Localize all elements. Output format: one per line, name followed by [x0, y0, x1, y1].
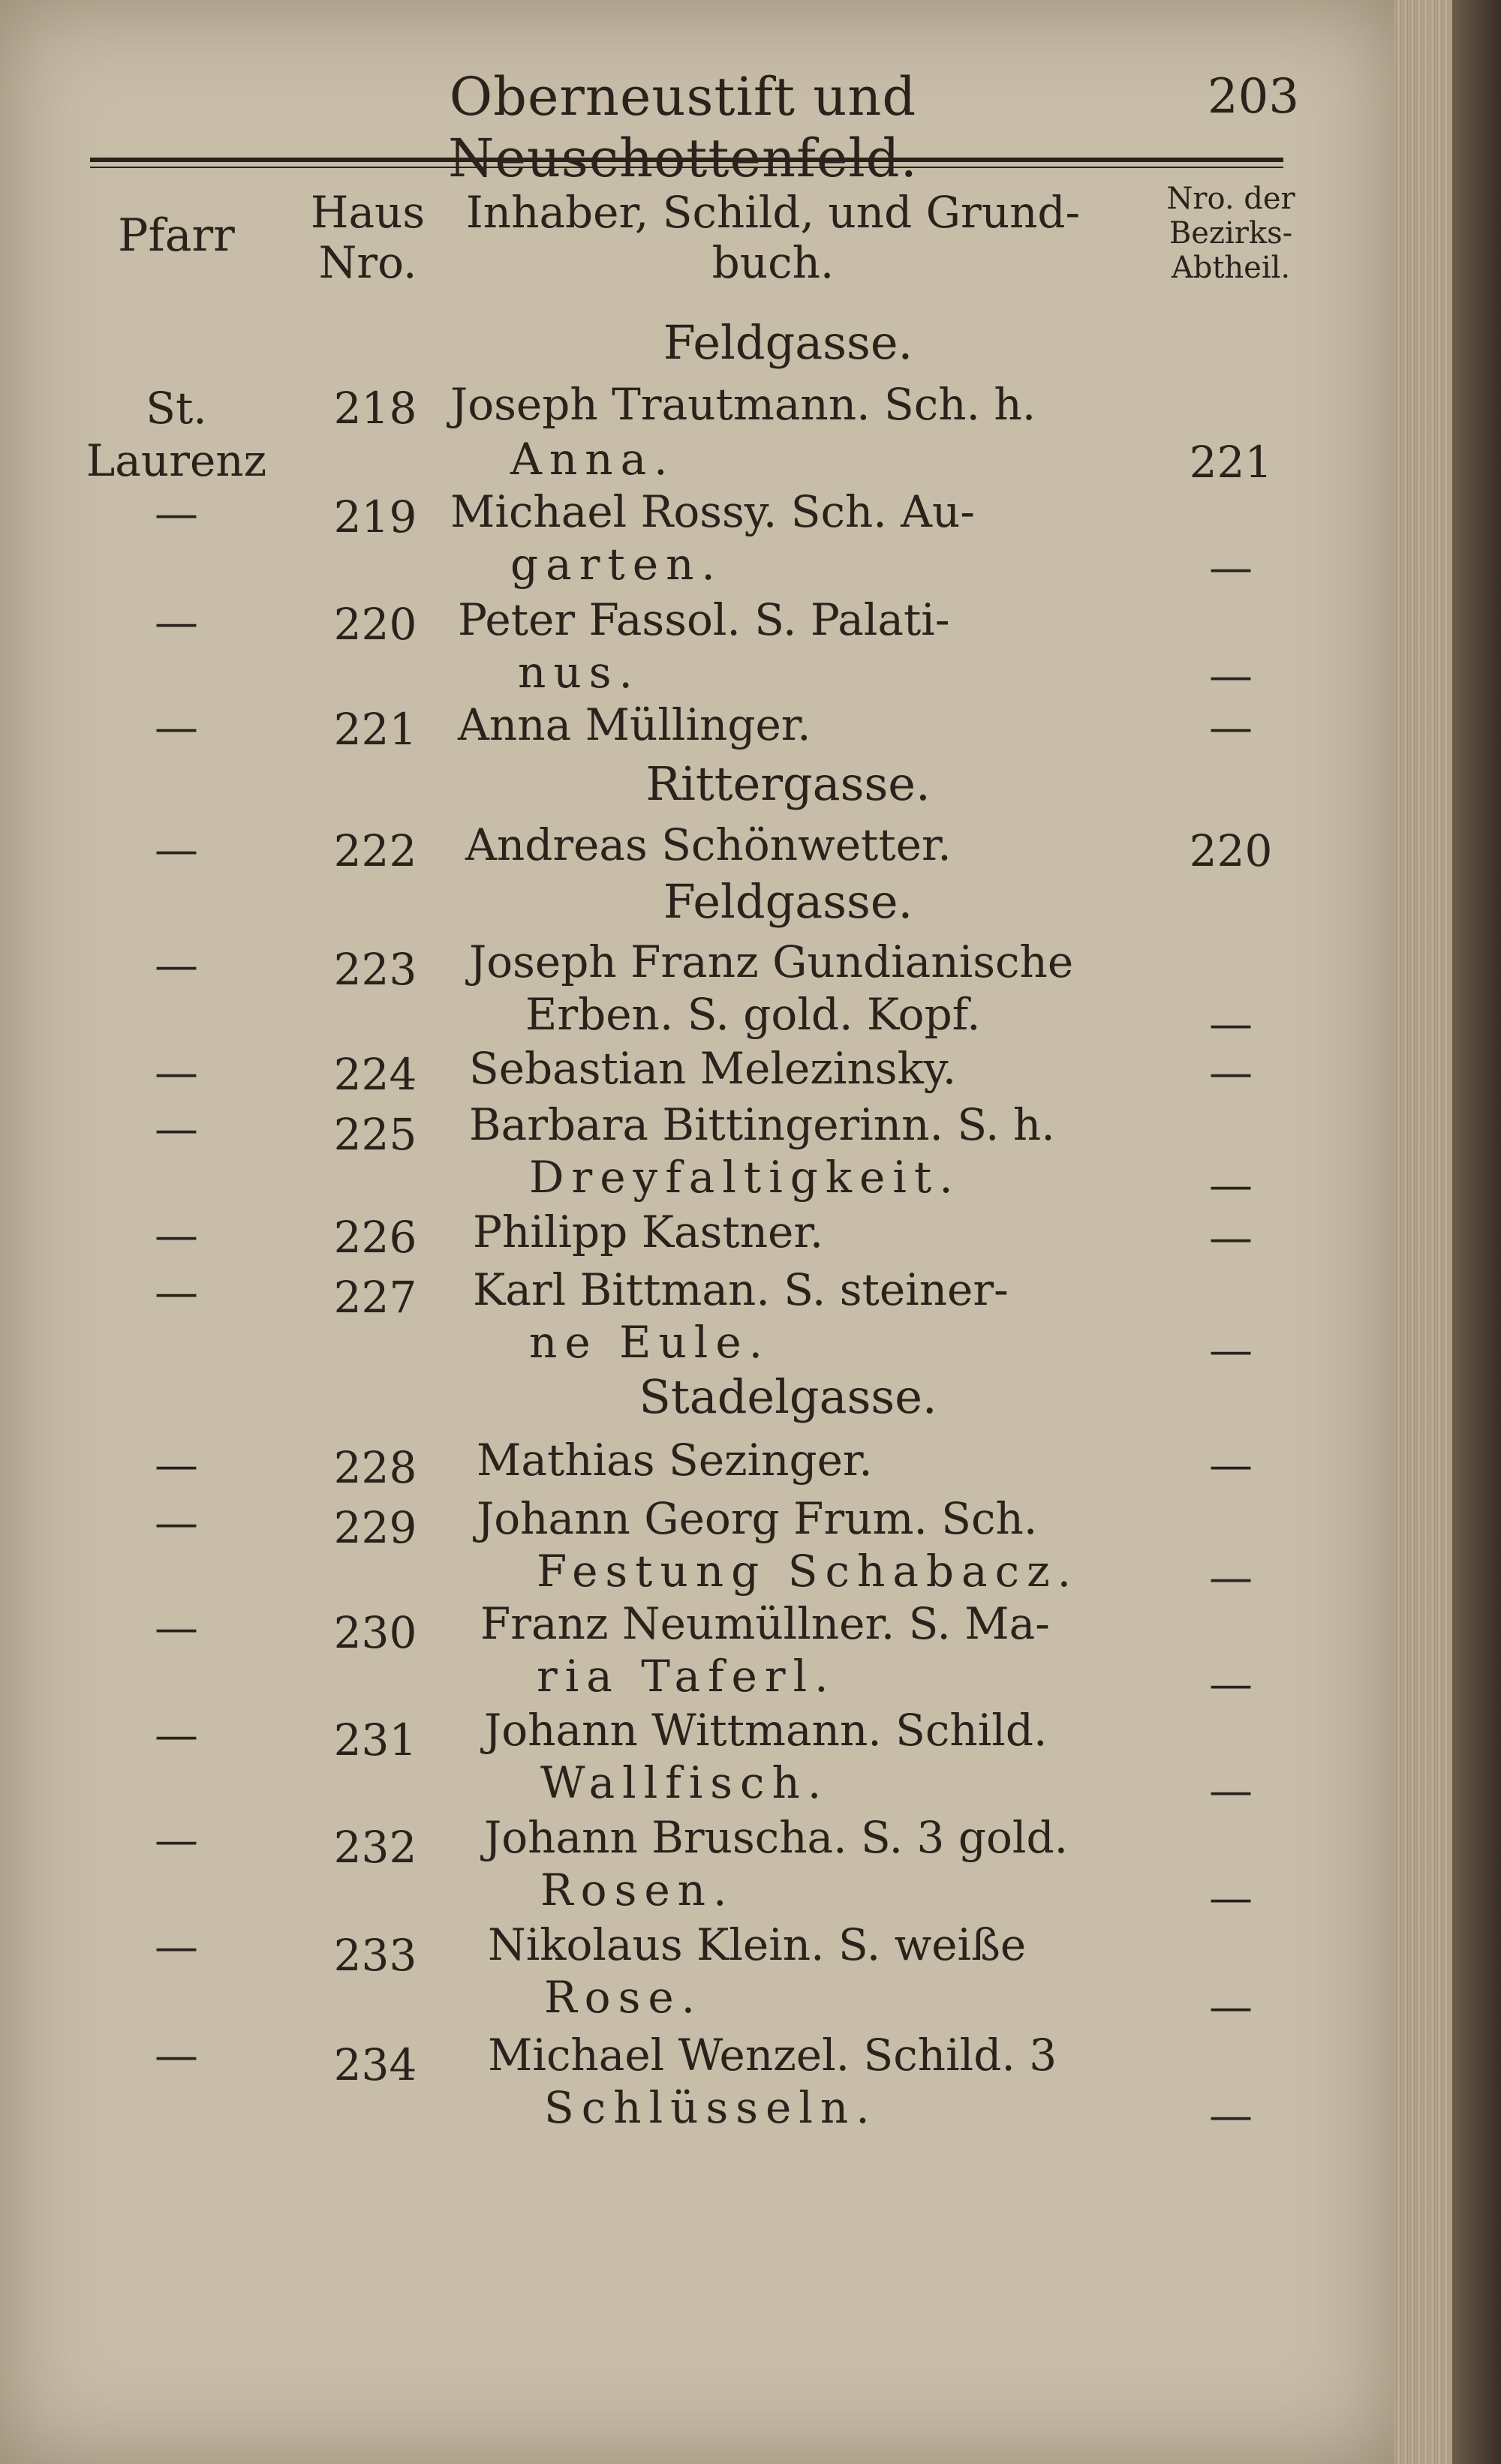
street-heading: Rittergasse. — [645, 756, 931, 811]
owner-entry: Franz Neumüllner. S. Ma- — [480, 1598, 1050, 1649]
parish-cell-line2: Laurenz — [86, 435, 267, 486]
district-number: — — [1209, 1047, 1253, 1098]
owner-entry-continued: Wallfisch. — [540, 1757, 829, 1808]
district-number: — — [1209, 542, 1253, 593]
street-heading: Feldgasse. — [663, 874, 913, 929]
district-number: — — [1209, 2090, 1253, 2141]
parish-cell: — — [155, 702, 198, 753]
col-header-inhaber-line1: Inhaber, Schild, und Grund- — [465, 187, 1081, 238]
owner-entry-continued: Rose. — [544, 1972, 703, 2023]
owner-entry: Joseph Trautmann. Sch. h. — [450, 379, 1036, 430]
owner-entry: Sebastian Melezinsky. — [469, 1043, 957, 1094]
parish-cell: — — [155, 1047, 198, 1098]
owner-entry-continued: Schlüsseln. — [544, 2082, 877, 2133]
house-number: 234 — [333, 2039, 417, 2090]
owner-entry-continued: Anna. — [510, 434, 675, 485]
col-header-haus-line1: Haus — [310, 187, 426, 238]
col-header-inhaber-line2: buch. — [711, 236, 835, 288]
col-header-haus-line2: Nro. — [318, 236, 417, 288]
parish-cell: St. — [146, 383, 207, 434]
house-number: 223 — [333, 944, 417, 995]
house-number: 227 — [333, 1272, 417, 1323]
col-header-pfarr — [83, 210, 270, 262]
district-number: — — [1209, 702, 1253, 753]
owner-entry: Karl Bittman. S. steiner- — [473, 1264, 1009, 1315]
owner-entry-continued: Erben. S. gold. Kopf. — [525, 989, 981, 1040]
col-header-bezirk — [1118, 182, 1343, 285]
owner-entry: Johann Bruscha. S. 3 gold. — [484, 1812, 1069, 1863]
owner-entry-continued: ne Eule. — [529, 1317, 771, 1368]
house-number: 228 — [333, 1442, 417, 1493]
parish-cell: — — [155, 824, 198, 875]
district-number: 221 — [1189, 437, 1273, 488]
district-number: — — [1209, 1439, 1253, 1490]
owner-entry-continued: Dreyfaltigkeit. — [529, 1152, 961, 1203]
district-number: — — [1209, 650, 1253, 701]
house-number: 219 — [333, 491, 417, 542]
house-number: 221 — [333, 704, 417, 755]
col-header-bezirk-line2: Bezirks- — [1169, 216, 1293, 251]
parish-cell: — — [155, 1709, 198, 1760]
owner-entry-continued: Rosen. — [540, 1865, 735, 1916]
running-title: Oberneustift und — [449, 66, 917, 128]
parish-cell: — — [155, 488, 198, 539]
owner-entry: Anna Müllinger. — [458, 699, 811, 750]
house-number: 220 — [333, 599, 417, 650]
owner-entry: Peter Fassol. S. Palati- — [458, 594, 950, 645]
parish-cell: — — [155, 1267, 198, 1318]
house-number: 222 — [333, 825, 417, 876]
owner-entry: Michael Rossy. Sch. Au- — [450, 486, 976, 537]
col-header-bezirk-line1: Nro. der — [1166, 182, 1295, 216]
parish-cell: — — [155, 2030, 198, 2081]
owner-entry: Joseph Franz Gundianische — [469, 936, 1074, 987]
col-header-haus — [285, 188, 450, 287]
parish-cell: — — [155, 1497, 198, 1548]
owner-entry-continued: garten. — [510, 539, 723, 590]
district-number: — — [1209, 1324, 1253, 1375]
house-number: 224 — [333, 1049, 417, 1100]
owner-entry: Johann Georg Frum. Sch. — [477, 1493, 1038, 1544]
street-heading: Stadelgasse. — [639, 1369, 937, 1424]
parish-cell: — — [155, 1103, 198, 1154]
col-header-pfarr-label: Pfarr — [118, 209, 235, 262]
owner-entry-continued: ria Taferl. — [537, 1651, 836, 1702]
owner-entry: Johann Wittmann. Schild. — [484, 1705, 1048, 1756]
col-header-bezirk-line3: Abtheil. — [1171, 251, 1291, 285]
district-number: — — [1209, 1872, 1253, 1923]
header-rule — [90, 158, 1283, 162]
parish-cell: — — [155, 1602, 198, 1653]
district-number: — — [1209, 1658, 1253, 1709]
parish-cell: — — [155, 1921, 198, 1972]
owner-entry: Nikolaus Klein. S. weiße — [488, 1919, 1027, 1970]
district-number: 220 — [1189, 825, 1273, 876]
owner-entry: Mathias Sezinger. — [477, 1435, 873, 1486]
house-number: 226 — [333, 1212, 417, 1263]
street-heading: Feldgasse. — [663, 315, 913, 370]
parish-cell: — — [155, 596, 198, 648]
page-number: 203 — [1207, 69, 1300, 125]
house-number: 233 — [333, 1930, 417, 1981]
owner-entry: Andreas Schönwetter. — [465, 819, 952, 870]
owner-entry: Barbara Bittingerinn. S. h. — [469, 1099, 1055, 1150]
district-number: — — [1209, 1212, 1253, 1263]
owner-entry-continued: nus. — [518, 647, 640, 698]
district-number: — — [1209, 1159, 1253, 1210]
owner-entry: Michael Wenzel. Schild. 3 — [488, 2030, 1057, 2081]
house-number: 229 — [333, 1502, 417, 1553]
house-number: 230 — [333, 1607, 417, 1658]
parish-cell: — — [155, 1439, 198, 1490]
district-number: — — [1209, 998, 1253, 1049]
parish-cell: — — [155, 1209, 198, 1261]
parish-cell: — — [155, 939, 198, 990]
house-number: 231 — [333, 1714, 417, 1765]
owner-entry-continued: Festung Schabacz. — [537, 1546, 1079, 1597]
district-number: — — [1209, 1981, 1253, 2032]
parish-cell: — — [155, 1814, 198, 1865]
district-number: — — [1209, 1765, 1253, 1816]
house-number: 232 — [333, 1822, 417, 1873]
col-header-inhaber — [450, 188, 1096, 287]
house-number: 218 — [333, 383, 417, 434]
owner-entry: Philipp Kastner. — [473, 1206, 824, 1258]
header-rule-thin — [90, 167, 1283, 168]
house-number: 225 — [333, 1109, 417, 1160]
district-number: — — [1209, 1552, 1253, 1603]
book-cover-edge — [1452, 0, 1501, 2464]
